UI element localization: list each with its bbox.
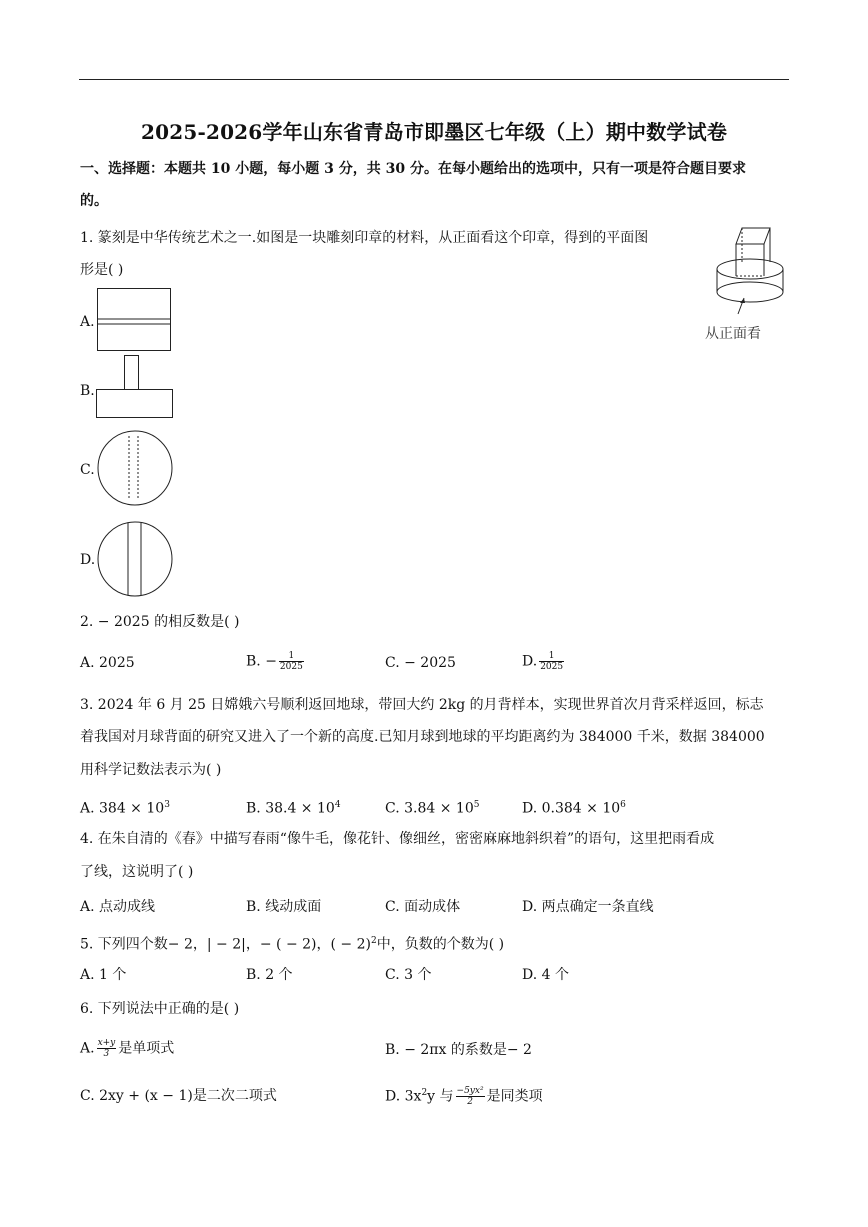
fraction — [97, 1038, 117, 1059]
q6-stem: 6. 下列说法中正确的是( ) — [80, 1001, 240, 1017]
q1-stem-cont: 形是( ) — [80, 262, 124, 278]
q1-option-b-figure — [96, 355, 174, 419]
section-heading: 一、选择题：本题共 10 小题，每小题 3 分，共 30 分。在每小题给出的选项中，只有一项是符合题目要求 — [80, 161, 746, 177]
q3-option-d-text: D. 0.384 × 10 — [522, 800, 621, 817]
exponent: 2 — [421, 1088, 428, 1098]
fraction — [539, 651, 564, 672]
q1-option-d-figure — [97, 521, 173, 597]
q2-option-b — [246, 651, 306, 672]
q3-option-a-text: A. 384 × 10 — [80, 800, 165, 817]
q6-option-a — [80, 1038, 174, 1059]
q2-stem: 2. − 2025 的相反数是( ) — [80, 614, 240, 630]
q4-option-a: A. 点动成线 — [80, 899, 156, 915]
q3-option-a — [80, 795, 170, 819]
q3-option-b-text: B. 38.4 × 10 — [246, 800, 335, 817]
q3-option-c — [385, 795, 479, 819]
fraction-denominator: 2025 — [279, 662, 303, 672]
q2-option-a: A. 2025 — [80, 655, 135, 671]
exponent: 4 — [334, 800, 341, 810]
page-title: 2025-2026学年山东省青岛市即墨区七年级（上）期中数学试卷 — [140, 120, 728, 144]
fraction-denominator: 2 — [467, 1097, 473, 1108]
exponent: 6 — [620, 800, 626, 810]
fraction-numerator: x+y — [97, 1038, 116, 1048]
fraction-denominator: 2025 — [540, 662, 564, 672]
exponent: 5 — [473, 800, 480, 810]
q5-stem — [80, 931, 504, 955]
exponent: 3 — [164, 800, 170, 810]
q3-option-c-text: C. 3.84 × 10 — [385, 800, 474, 817]
q5-option-b: B. 2 个 — [246, 967, 293, 983]
q1-option-b-label: B. — [80, 383, 95, 399]
q2-option-d — [522, 651, 566, 672]
q4-option-d: D. 两点确定一条直线 — [522, 899, 654, 915]
header-rule — [79, 79, 789, 80]
fraction-denominator: 3 — [103, 1049, 110, 1059]
q6-option-c: C. 2xy + (x − 1)是二次二项式 — [80, 1088, 277, 1104]
section-heading-cont: 的。 — [80, 193, 108, 209]
q3-stem: 3. 2024 年 6 月 25 日嫦娥六号顺利返回地球，带回大约 2kg 的月背样本，实现世界首次月背采样返回，标志 — [80, 697, 764, 713]
q5-option-d: D. 4 个 — [522, 967, 569, 983]
q1-option-d-label: D. — [80, 552, 96, 568]
q4-option-b: B. 线动成面 — [246, 899, 322, 915]
fraction — [456, 1086, 485, 1107]
q6-option-a-prefix: A. — [80, 1040, 95, 1057]
q6-option-d — [385, 1083, 543, 1107]
q2-option-c: C. − 2025 — [385, 655, 456, 671]
q2-option-d-prefix: D. — [522, 653, 538, 670]
fraction-numerator: −5yx² — [456, 1086, 484, 1097]
q1-stem: 1. 篆刻是中华传统艺术之一.如图是一块雕刻印章的材料，从正面看这个印章，得到的平面图 — [80, 230, 649, 246]
q1-option-c-label: C. — [80, 462, 95, 478]
exponent: 2 — [370, 936, 377, 946]
q6-option-a-suffix: 是单项式 — [118, 1040, 175, 1057]
q1-option-a-figure — [97, 288, 172, 351]
q4-stem-cont: 了线，这说明了( ) — [80, 864, 194, 880]
q6-option-d-mid: y 与 — [427, 1088, 454, 1105]
fraction — [279, 651, 304, 672]
q2-option-b-prefix: B. − — [246, 653, 277, 670]
q3-stem-cont: 着我国对月球背面的研究又进入了一个新的高度.已知月球到地球的平均距离约为 384000 千米，数据 384000 — [80, 729, 765, 745]
q5-stem-text: 5. 下列四个数− 2，| − 2|，− ( − 2)，( − 2) — [80, 936, 371, 953]
q3-option-b — [246, 795, 341, 819]
seal-figure — [710, 224, 790, 324]
q3-option-d — [522, 795, 626, 819]
q6-option-d-suffix: 是同类项 — [486, 1088, 543, 1105]
q3-stem-cont2: 用科学记数法表示为( ) — [80, 762, 222, 778]
q1-option-a-label: A. — [80, 314, 95, 330]
q6-option-b: B. − 2πx 的系数是− 2 — [385, 1042, 532, 1058]
q5-option-a: A. 1 个 — [80, 967, 127, 983]
q5-stem-text-end: 中，负数的个数为( ) — [376, 936, 505, 953]
q6-option-d-prefix: D. 3x — [385, 1088, 422, 1105]
q1-option-c-figure — [97, 430, 173, 506]
q4-option-c: C. 面动成体 — [385, 899, 461, 915]
fraction-numerator: 1 — [539, 651, 564, 662]
fraction-numerator: 1 — [279, 651, 304, 662]
q5-option-c: C. 3 个 — [385, 967, 432, 983]
q4-stem: 4. 在朱自清的《春》中描写春雨“像牛毛，像花针、像细丝，密密麻麻地斜织着”的语句，这里把雨看成 — [80, 831, 715, 847]
figure-caption: 从正面看 — [705, 326, 761, 342]
